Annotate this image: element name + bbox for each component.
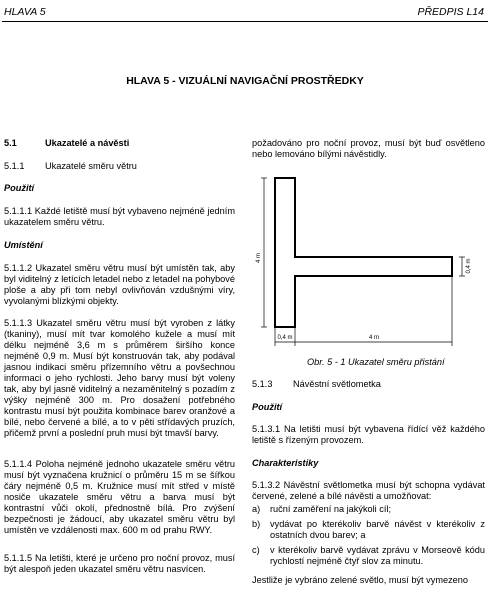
section-5-1-1-heading xyxy=(4,161,137,172)
characteristics-heading: Charakteristiky xyxy=(252,458,319,468)
list-text: vydávat po kterékoliv barvě návěst v kterékoliv z ostatních dvou barev; a xyxy=(270,519,485,540)
page-header-left: HLAVA 5 xyxy=(4,6,46,18)
t-shape-outline xyxy=(275,178,452,327)
dim-small-label: 0,4 m xyxy=(466,258,472,274)
page-header-right: PŘEDPIS L14 xyxy=(417,6,484,18)
section-title: Ukazatelé a návěsti xyxy=(45,138,130,148)
paragraph-5-1-1-5: 5.1.1.5 Na letišti, které je určeno pro noční provoz, musí být alespoň jeden ukazatel směru větru nasvícen. xyxy=(4,553,235,574)
section-title: Ukazatelé směru větru xyxy=(45,161,137,171)
list-text: ruční zaměření na jakýkoli cíl; xyxy=(270,504,392,514)
section-number: 5.1.1 xyxy=(4,161,25,171)
dim-vertical-label: 4 m xyxy=(256,252,262,264)
dim-bottom-label: 4 m xyxy=(368,335,380,341)
section-number: 5.1.3 xyxy=(252,379,273,389)
list-marker: a) xyxy=(252,504,261,514)
use-heading: Použití xyxy=(4,183,35,193)
landing-direction-indicator-figure xyxy=(252,170,485,368)
list-marker: c) xyxy=(252,545,260,555)
dim-bottom-left-label: 0,4 m xyxy=(277,335,293,341)
paragraph-5-1-3-1: 5.1.3.1 Na letišti musí být vybavena řídící věž každého letiště s řízeným provozem. xyxy=(252,424,485,445)
paragraph-5-1-1-2: 5.1.1.2 Ukazatel směru větru musí být umístěn tak, aby byl viditelný z letících letadel nebo z letadel na pohybové ploše a aby při tom nebyl ovlivňován vzdušnými víry, vyvolanými blízkými objekty. xyxy=(4,263,235,306)
left-column xyxy=(4,0,235,589)
paragraph-last: Jestliže je vybráno zelené světlo, musí být vymezeno xyxy=(252,575,469,585)
paragraph-5-1-1-1: 5.1.1.1 Každé letiště musí být vybaveno nejméně jedním ukazatelem směru větru. xyxy=(4,206,235,227)
list-text: v kterékoliv barvě vydávat zprávu v Morseově kódu rychlostí nejméně čtyř slov za minutu. xyxy=(270,545,485,566)
paragraph-continued: požadováno pro noční provoz, musí být buď osvětleno nebo lemováno bílými návěstidly. xyxy=(252,138,485,159)
section-number: 5.1 xyxy=(4,138,17,148)
right-column xyxy=(252,0,485,589)
paragraph-5-1-1-3: 5.1.1.3 Ukazatel směru větru musí být vyroben z látky (tkaniny), musí mít tvar komolého kužele a musí mít délku nejméně 3,6 m s průměrem širšího konce nejméně 0,9 m. Musí být konstruován tak, aby podával jasnou indikaci směru přízemního větru a povšechnou informaci o jeho rychlosti. Jeho barvy musí být voleny tak, aby byl jasně viditelný a nezaměnitelný s pozadím z výšky nejméně 300 m. Pro dosažení potřebného kontrastu musí být použita kombinace barev oranžové a bílé, nebo červené a bílé, a to v pěti střídavých pruzích, přičemž první a poslední pruh musí být tmavší barvy. xyxy=(4,318,235,438)
paragraph-5-1-1-4: 5.1.1.4 Poloha nejméně jednoho ukazatele směru větru musí být vyznačena kružnicí o průměru 15 m se šířkou čáry nejméně 0,5 m. Kružnice musí mít střed v místě nosiče ukazatele směru větru a barva musí být kontrastní vůči okolí, přednostně bílá. Pro zvýšení bezpečnosti je žádoucí, aby ukazatel směru větru byl umístěn ve vzdálenosti max. 600 m od prahu RWY. xyxy=(4,459,235,535)
paragraph-5-1-3-2: 5.1.3.2 Návěstní světlometka musí být schopna vydávat červené, zelené a bílé návěsti a umožňovat: xyxy=(252,480,485,501)
chapter-title: HLAVA 5 - VIZUÁLNÍ NAVIGAČNÍ PROSTŘEDKY xyxy=(126,75,364,87)
list-item-a xyxy=(252,504,485,515)
use-heading: Použití xyxy=(252,402,283,412)
list-marker: b) xyxy=(252,519,261,529)
placement-heading: Umístění xyxy=(4,240,43,250)
section-5-1-heading xyxy=(4,138,129,149)
list-item-c xyxy=(252,545,485,567)
section-title: Návěstní světlometka xyxy=(293,379,381,389)
list-item-b xyxy=(252,519,485,541)
figure-caption: Obr. 5 - 1 Ukazatel směru přistání xyxy=(307,357,445,367)
section-5-1-3-heading xyxy=(252,379,381,390)
